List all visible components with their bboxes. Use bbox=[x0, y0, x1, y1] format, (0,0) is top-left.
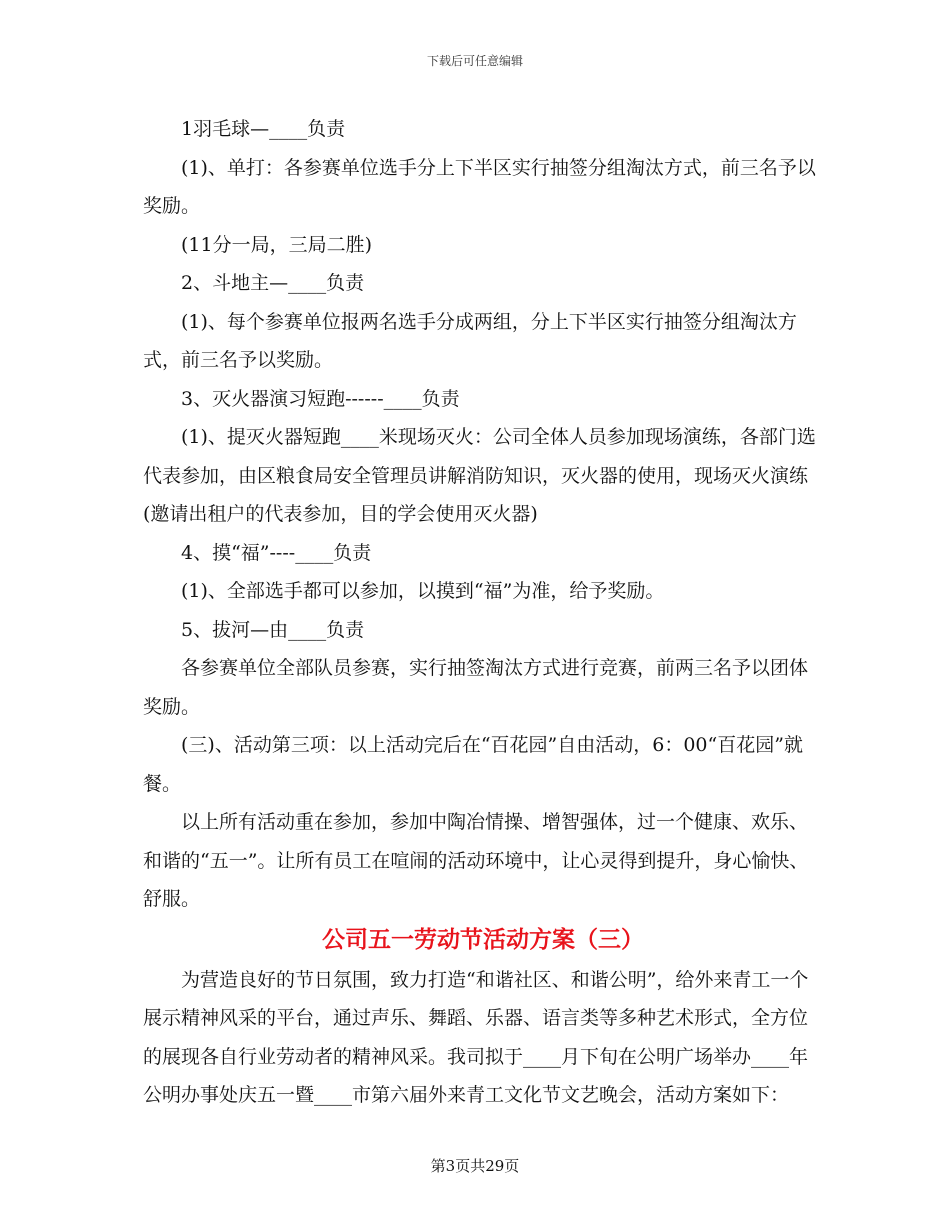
paragraph: 4、摸“福”----____负责 bbox=[181, 541, 372, 564]
paragraph: 以上所有活动重在参加，参加中陶冶情操、增智强体，过一个健康、欢乐、和谐的“五一”。让所有员工在喧闹的活动环境中，让心灵得到提升，身心愉快、舒服。 bbox=[143, 811, 809, 910]
paragraph: 1羽毛球—____负责 bbox=[181, 118, 346, 140]
document-body bbox=[143, 110, 823, 1115]
paragraph: 5、拔河—由____负责 bbox=[181, 618, 365, 641]
section-title: 公司五一劳动节活动方案（三） bbox=[322, 926, 644, 953]
page-header: 下载后可任意编辑 bbox=[426, 54, 523, 68]
paragraph: (三)、活动第三项：以上活动完后在“百花园”自由活动，6：00“百花园”就餐。 bbox=[143, 734, 803, 795]
paragraph: (1)、全部选手都可以参加，以摸到“福”为准，给予奖励。 bbox=[181, 580, 665, 602]
page-footer: 第3页共29页 bbox=[430, 1157, 520, 1175]
paragraph: (1)、每个参赛单位报两名选手分成两组，分上下半区实行抽签分组淘汰方式，前三名予以奖励。 bbox=[143, 310, 797, 371]
paragraph: 为营造良好的节日氛围，致力打造“和谐社区、和谐公明”，给外来青工一个展示精神风采的平台，通过声乐、舞蹈、乐器、语言类等多种艺术形式，全方位的展现各自行业劳动者的精神风采。我司拟于____月下旬在公明广场举办____年公明办事处庆五一暨____市第六届外来青工文化节文艺晚会，活动方案如下： bbox=[143, 968, 809, 1106]
paragraph: 3、灭火器演习短跑------____负责 bbox=[181, 387, 460, 410]
paragraph: (1)、提灭火器短跑____米现场灭火：公司全体人员参加现场演练，各部门选代表参加，由区粮食局安全管理员讲解消防知识，灭火器的使用，现场灭火演练(邀请出租户的代表参加，目的学会使用灭火器) bbox=[143, 426, 816, 525]
paragraph: (1)、单打：各参赛单位选手分上下半区实行抽签分组淘汰方式，前三名予以奖励。 bbox=[143, 156, 816, 217]
paragraph: 2、斗地主—____负责 bbox=[181, 272, 365, 294]
paragraph: (11分一局，三局二胜) bbox=[181, 233, 373, 256]
paragraph: 各参赛单位全部队员参赛，实行抽签淘汰方式进行竞赛，前两三名予以团体奖励。 bbox=[143, 657, 809, 718]
